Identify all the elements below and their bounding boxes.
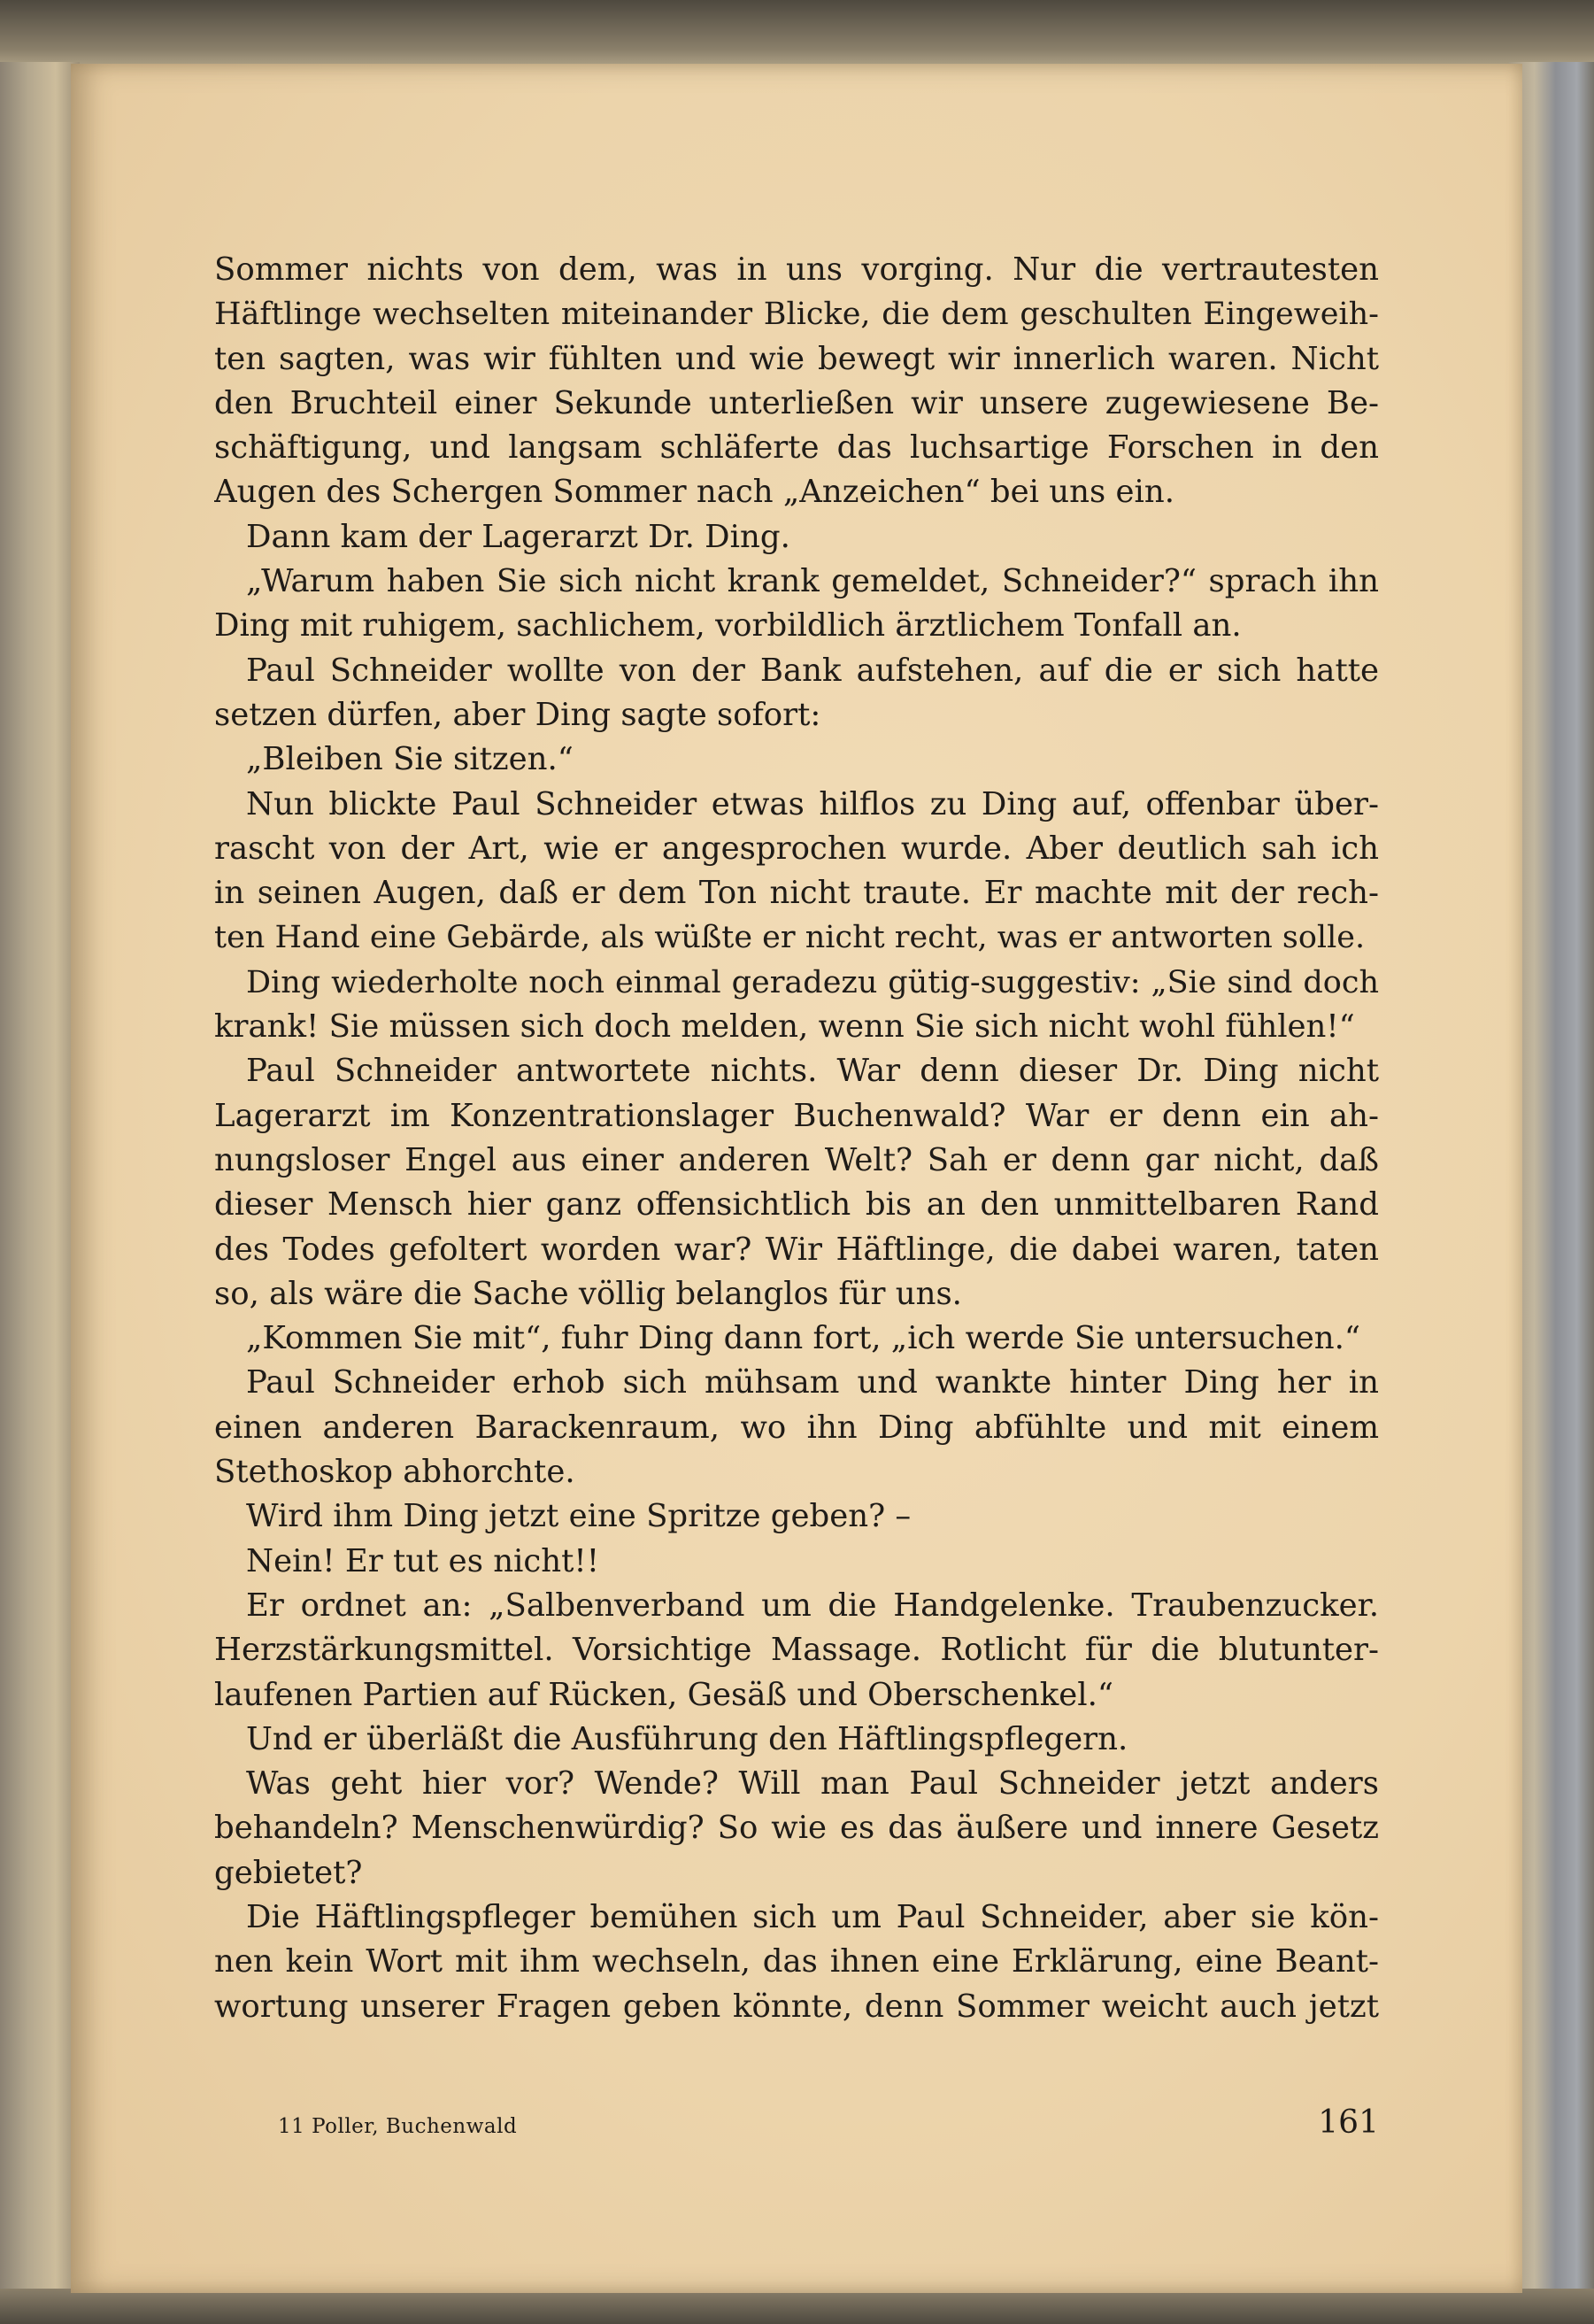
text-line: Dann kam der Lagerarzt Dr. Ding. bbox=[246, 518, 790, 555]
text-line: des Todes gefoltert worden war? Wir Häftlinge, die dabei waren, taten bbox=[214, 1231, 1379, 1268]
text-line: den Bruchteil einer Sekunde unterließen wir unsere zugewiesene Be- bbox=[214, 384, 1379, 421]
text-line: Herzstärkungsmittel. Vorsichtige Massage. Rotlicht für die blutunter- bbox=[214, 1632, 1379, 1669]
text-line: Augen des Schergen Sommer nach „Anzeichen“ bei uns ein. bbox=[214, 474, 1175, 511]
text-line: laufenen Partien auf Rücken, Gesäß und Oberschenkel.“ bbox=[214, 1676, 1114, 1713]
book-cover-bottom bbox=[0, 2289, 1594, 2324]
book-page bbox=[71, 64, 1522, 2293]
text-line: „Bleiben Sie sitzen.“ bbox=[246, 741, 574, 778]
text-line: Häftlinge wechselten miteinander Blicke, die dem geschulten Eingeweih- bbox=[214, 297, 1379, 333]
text-line: behandeln? Menschenwürdig? So wie es das äußere und innere Gesetz bbox=[214, 1810, 1379, 1847]
text-line: ten Hand eine Gebärde, als wüßte er nicht recht, was er antworten solle. bbox=[214, 920, 1366, 956]
text-line: „Kommen Sie mit“, fuhr Ding dann fort, „ich werde Sie untersuchen.“ bbox=[246, 1320, 1361, 1357]
text-line: „Warum haben Sie sich nicht krank gemeldet, Schneider?“ sprach ihn bbox=[246, 563, 1379, 600]
page-footer bbox=[214, 2104, 1379, 2158]
text-line: Und er überläßt die Ausführung den Häftlingspflegern. bbox=[246, 1720, 1128, 1757]
text-line: ten sagten, was wir fühlten und wie bewegt wir innerlich waren. Nicht bbox=[214, 340, 1379, 377]
text-line: Paul Schneider antwortete nichts. War denn dieser Dr. Ding nicht bbox=[246, 1053, 1379, 1090]
text-line: Er ordnet an: „Salbenverband um die Handgelenke. Traubenzucker. bbox=[246, 1587, 1379, 1624]
text-line: so, als wäre die Sache völlig belanglos für uns. bbox=[214, 1275, 962, 1312]
text-line: Sommer nichts von dem, was in uns vorging. Nur die vertrautesten bbox=[214, 251, 1379, 288]
text-line: in seinen Augen, daß er dem Ton nicht traute. Er machte mit der rech- bbox=[214, 875, 1379, 912]
text-line: nen kein Wort mit ihm wechseln, das ihnen eine Erklärung, eine Beant- bbox=[214, 1943, 1379, 1980]
page-number: 161 bbox=[1318, 2104, 1379, 2141]
text-line: Paul Schneider wollte von der Bank aufstehen, auf die er sich hatte bbox=[246, 652, 1379, 689]
text-line: krank! Sie müssen sich doch melden, wenn Sie sich nicht wohl fühlen!“ bbox=[214, 1008, 1355, 1046]
body-text bbox=[214, 248, 1379, 2029]
book-cover-top bbox=[0, 0, 1594, 71]
text-line: Die Häftlingspfleger bemühen sich um Paul Schneider, aber sie kön- bbox=[246, 1898, 1379, 1935]
text-line: dieser Mensch hier ganz offensichtlich bis an den unmittelbaren Rand bbox=[214, 1186, 1379, 1224]
text-line: wortung unserer Fragen geben könnte, denn Sommer weicht auch jetzt bbox=[214, 1988, 1379, 2025]
text-line: nungsloser Engel aus einer anderen Welt? Sah er denn gar nicht, daß bbox=[214, 1141, 1379, 1178]
text-line: Wird ihm Ding jetzt eine Spritze geben? – bbox=[246, 1498, 912, 1535]
previous-page-edge bbox=[0, 62, 80, 2293]
text-line: Ding mit ruhigem, sachlichem, vorbildlich ärztlichem Tonfall an. bbox=[214, 607, 1242, 645]
text-line: Lagerarzt im Konzentrationslager Buchenwald? War er denn ein ah- bbox=[214, 1097, 1379, 1134]
text-line: Paul Schneider erhob sich mühsam und wankte hinter Ding her in bbox=[246, 1364, 1379, 1401]
text-line: schäftigung, und langsam schläferte das luchsartige Forschen in den bbox=[214, 429, 1379, 467]
printer-signature: 11 Poller, Buchenwald bbox=[278, 2115, 518, 2138]
text-line: Stethoskop abhorchte. bbox=[214, 1454, 575, 1491]
text-line: einen anderen Barackenraum, wo ihn Ding abfühlte und mit einem bbox=[214, 1409, 1379, 1446]
text-line: Was geht hier vor? Wende? Will man Paul Schneider jetzt anders bbox=[246, 1765, 1379, 1803]
text-line: gebietet? bbox=[214, 1854, 363, 1891]
text-line: Ding wiederholte noch einmal geradezu gütig-suggestiv: „Sie sind doch bbox=[246, 964, 1379, 1000]
text-line: rascht von der Art, wie er angesprochen wurde. Aber deutlich sah ich bbox=[214, 830, 1379, 867]
text-line: Nun blickte Paul Schneider etwas hilflos zu Ding auf, offenbar über- bbox=[246, 785, 1379, 822]
text-line: setzen dürfen, aber Ding sagte sofort: bbox=[214, 696, 821, 733]
text-line: Nein! Er tut es nicht!! bbox=[246, 1542, 599, 1579]
